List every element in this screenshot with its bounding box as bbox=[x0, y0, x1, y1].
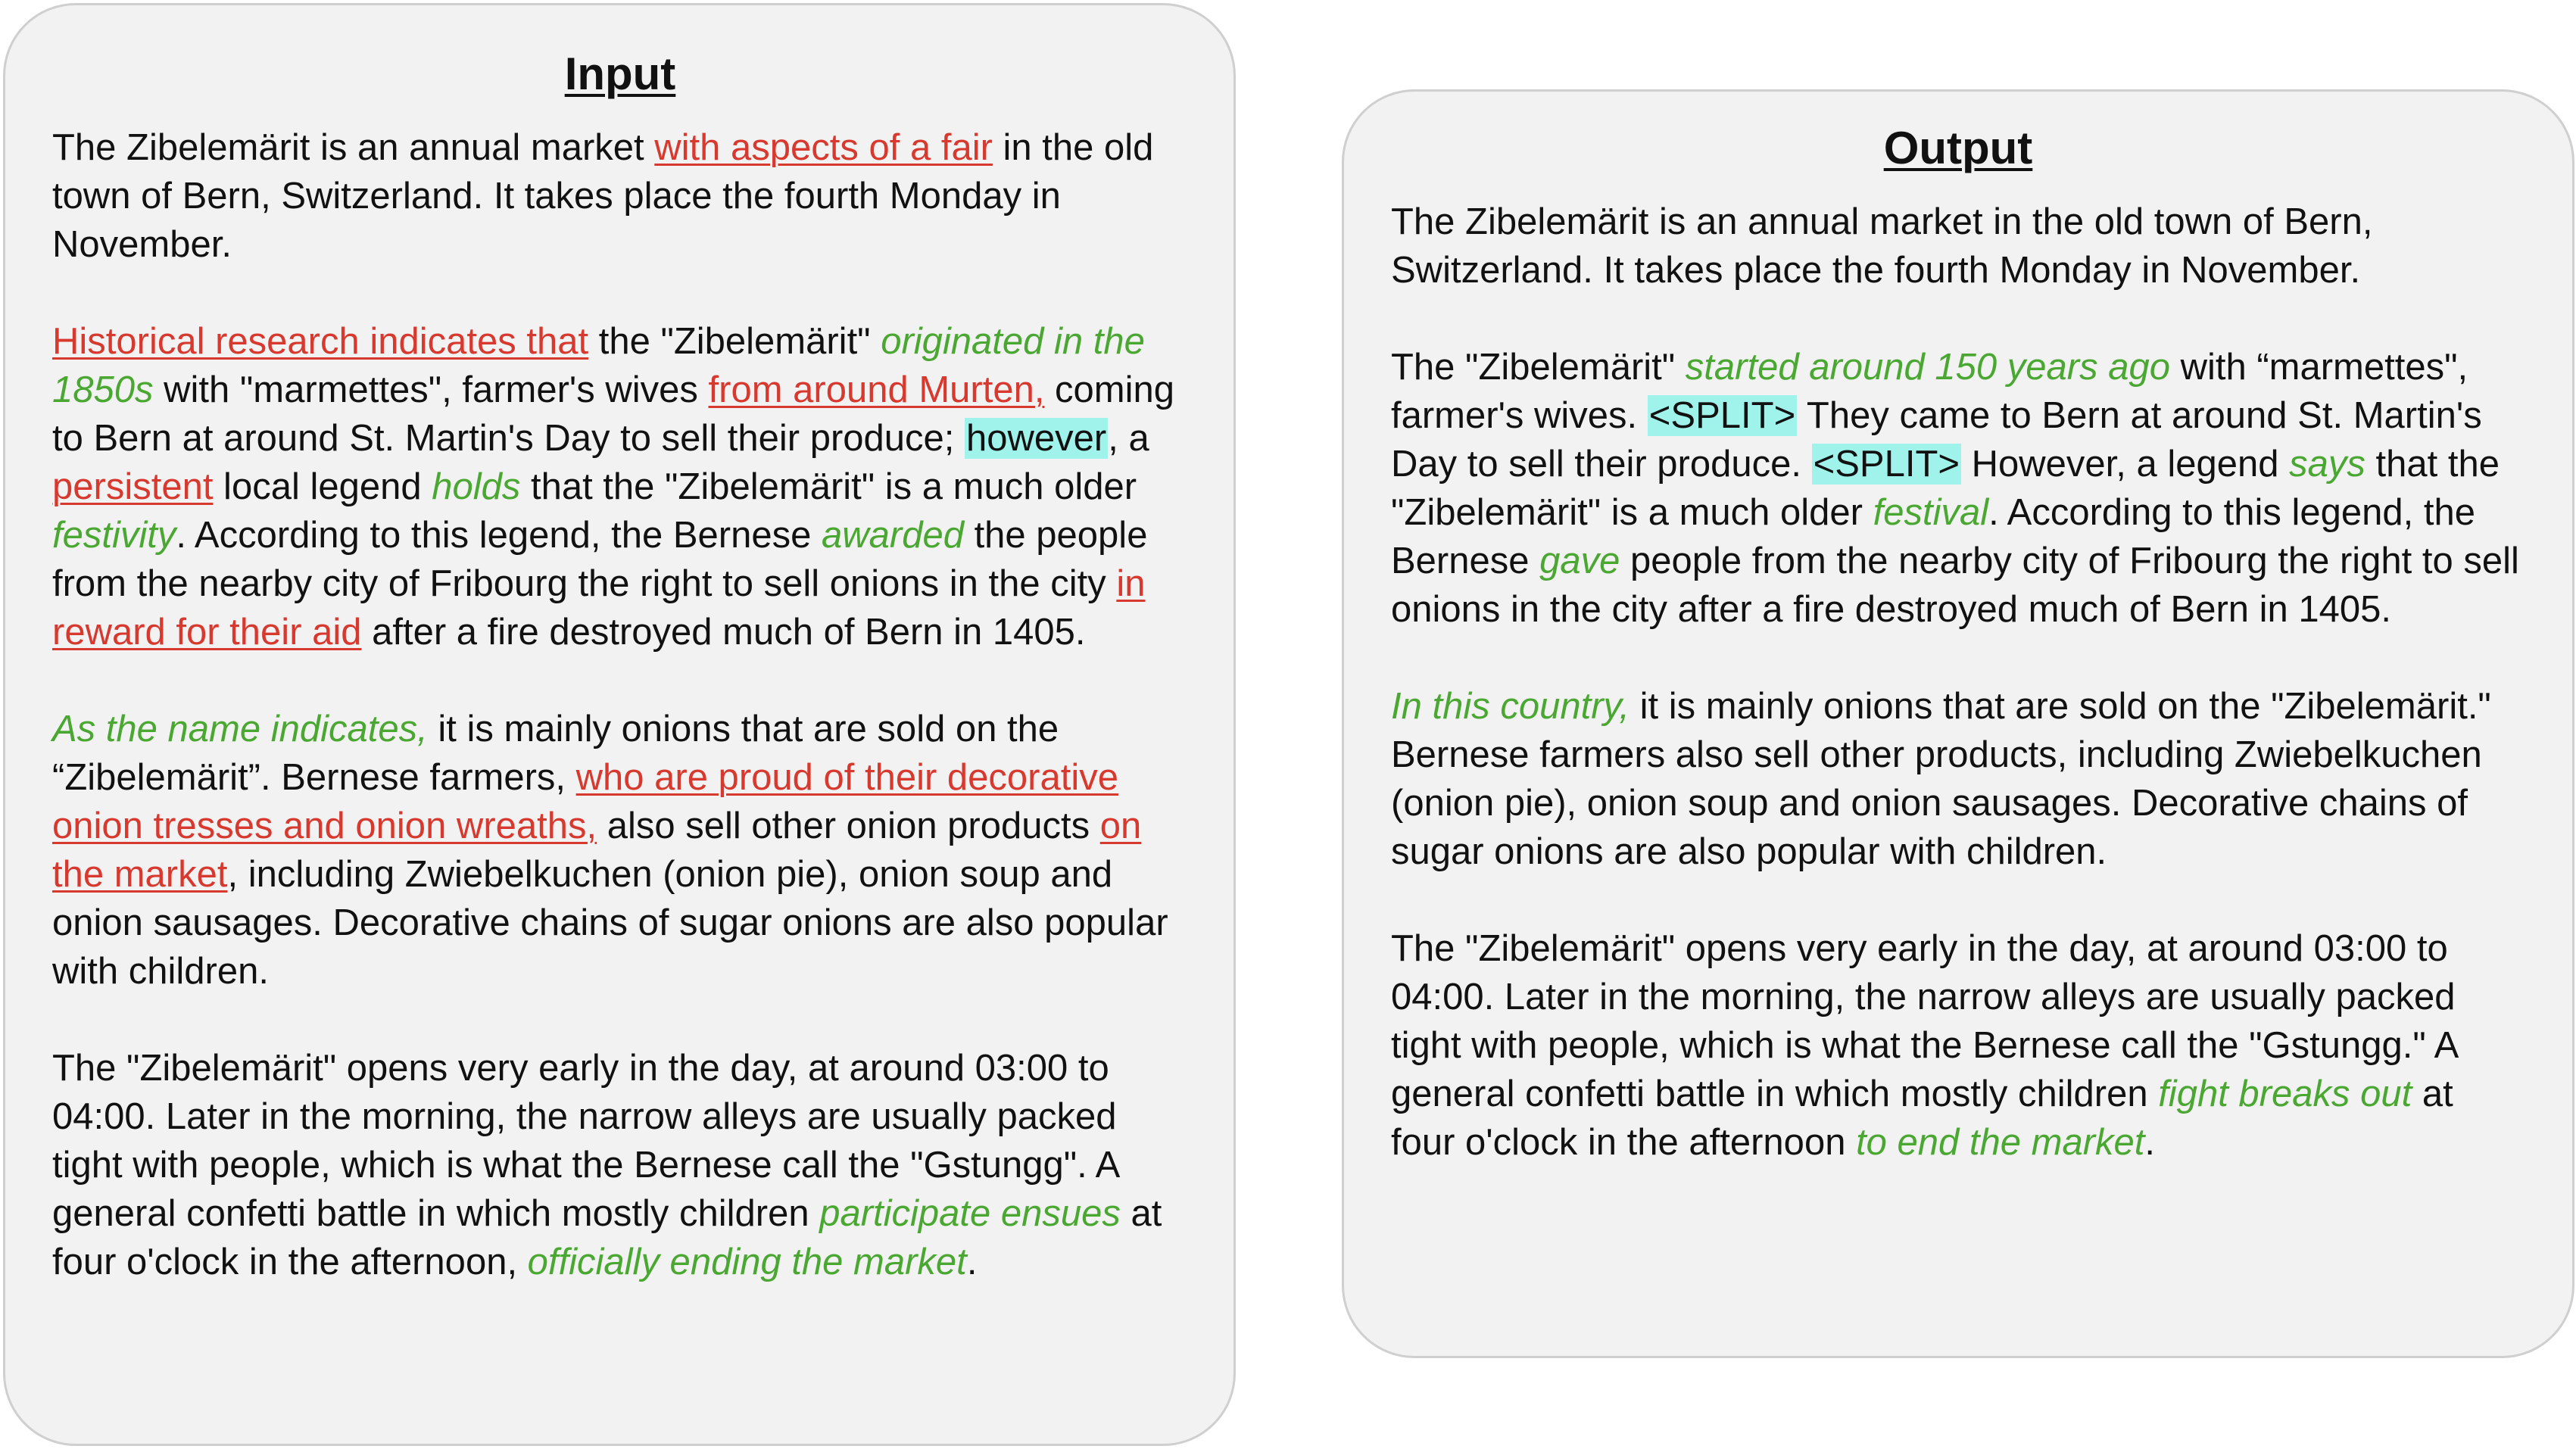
output-paragraph-4 bbox=[1391, 924, 2525, 1167]
text: the "Zibelemärit" bbox=[588, 321, 881, 362]
output-title: Output bbox=[1883, 123, 2033, 173]
changed-phrase: holds bbox=[432, 466, 521, 507]
text: in the old town of Bern, Switzerland. It takes place the fourth Monday in November. bbox=[52, 127, 1154, 265]
text: The "Zibelemärit" bbox=[1391, 347, 1686, 388]
split-point-highlight: however bbox=[966, 418, 1107, 459]
text: . According to this legend, the Bernese bbox=[176, 515, 822, 556]
changed-phrase: In this country, bbox=[1391, 686, 1630, 727]
text: coming to Bern at around St. Martin's Day to sell their produce; bbox=[52, 369, 1175, 459]
text: after a fire destroyed much of Bern in 1405. bbox=[361, 612, 1086, 653]
changed-phrase: festivity bbox=[52, 515, 176, 556]
deleted-phrase: persistent bbox=[52, 466, 214, 507]
text: the people from the nearby city of Fribourg the right to sell onions in the city bbox=[52, 515, 1148, 604]
input-title: Input bbox=[564, 48, 676, 99]
text: The Zibelemärit is an annual market bbox=[52, 127, 655, 168]
text: with "marmettes", farmer's wives bbox=[153, 369, 709, 410]
text: They came to Bern at around St. Martin's Day to sell their produce. bbox=[1391, 395, 2482, 485]
changed-phrase: awarded bbox=[821, 515, 964, 556]
text: local legend bbox=[213, 466, 432, 507]
deleted-phrase: from around Murten, bbox=[708, 369, 1045, 410]
text: , including Zwiebelkuchen (onion pie), onion soup and onion sausages. Decorative chains of sugar onions are also popular with children. bbox=[52, 854, 1168, 992]
changed-phrase: officially ending the market bbox=[527, 1242, 967, 1282]
text: at four o'clock in the afternoon bbox=[1391, 1074, 2453, 1163]
changed-phrase: fight breaks out bbox=[2158, 1074, 2412, 1114]
changed-phrase: says bbox=[2289, 444, 2365, 485]
text: , a bbox=[1108, 418, 1149, 459]
text: also sell other onion products bbox=[597, 806, 1100, 846]
changed-phrase: gave bbox=[1539, 541, 1620, 581]
text: The "Zibelemärit" opens very early in the day, at around 03:00 to 04:00. Later in the morning, the narrow alleys are usually packed tight with people, which is what the Bernese call the "Gstungg". A general confetti battle in which mostly children bbox=[52, 1048, 1118, 1234]
input-paragraph-3 bbox=[52, 705, 1188, 996]
deleted-phrase: in reward for their aid bbox=[52, 563, 1146, 653]
changed-phrase: participate ensues bbox=[819, 1193, 1121, 1234]
text: at four o'clock in the afternoon, bbox=[52, 1193, 1162, 1282]
deleted-phrase: Historical research indicates that bbox=[52, 321, 589, 362]
split-token: <SPLIT> bbox=[1813, 444, 1960, 485]
text: it is mainly onions that are sold on the “Zibelemärit”. Bernese farmers, bbox=[52, 709, 1059, 798]
text: . According to this legend, the Bernese bbox=[1391, 492, 2476, 581]
text: . bbox=[2144, 1122, 2156, 1163]
changed-phrase: As the name indicates, bbox=[52, 709, 428, 749]
text: people from the nearby city of Fribourg the right to sell onions in the city after a fire destroyed much of Bern in 1405. bbox=[1391, 541, 2519, 630]
changed-phrase: started around 150 years ago bbox=[1685, 347, 2170, 388]
text: that the "Zibelemärit" is a much older bbox=[1391, 444, 2500, 533]
input-paragraph-2 bbox=[52, 317, 1188, 656]
output-paragraph-2 bbox=[1391, 343, 2525, 634]
output-paragraph-3 bbox=[1391, 682, 2525, 876]
input-paragraph-4 bbox=[52, 1044, 1188, 1286]
output-paragraph-1 bbox=[1391, 198, 2525, 294]
input-paragraph-1 bbox=[52, 123, 1188, 269]
output-panel bbox=[1342, 89, 2574, 1358]
text: The "Zibelemärit" opens very early in the day, at around 03:00 to 04:00. Later in the morning, the narrow alleys are usually packed tight with people, which is what the Bernese call the "Gstungg." A general confetti battle in which mostly children bbox=[1391, 928, 2457, 1114]
deleted-phrase: who are proud of their decorative onion tresses and onion wreaths, bbox=[52, 757, 1118, 846]
deleted-phrase: on the market bbox=[52, 806, 1142, 895]
text: that the "Zibelemärit" is a much older bbox=[520, 466, 1137, 507]
text: with “marmettes", farmer's wives. bbox=[1391, 347, 2468, 436]
changed-phrase: originated in the 1850s bbox=[52, 321, 1145, 410]
deleted-phrase: with aspects of a fair bbox=[654, 127, 993, 168]
text: it is mainly onions that are sold on the "Zibelemärit." Bernese farmers also sell other products, including Zwiebelkuchen (onion pie), onion soup and onion sausages. Decorative chains of sugar onions are also popular with children. bbox=[1391, 686, 2491, 872]
text: . bbox=[966, 1242, 978, 1282]
text: However, a legend bbox=[1961, 444, 2290, 485]
input-panel bbox=[3, 3, 1236, 1446]
changed-phrase: to end the market bbox=[1856, 1122, 2145, 1163]
text: The Zibelemärit is an annual market in the old town of Bern, Switzerland. It takes place the fourth Monday in November. bbox=[1391, 201, 2373, 291]
changed-phrase: festival bbox=[1873, 492, 1989, 533]
split-token: <SPLIT> bbox=[1648, 395, 1796, 436]
